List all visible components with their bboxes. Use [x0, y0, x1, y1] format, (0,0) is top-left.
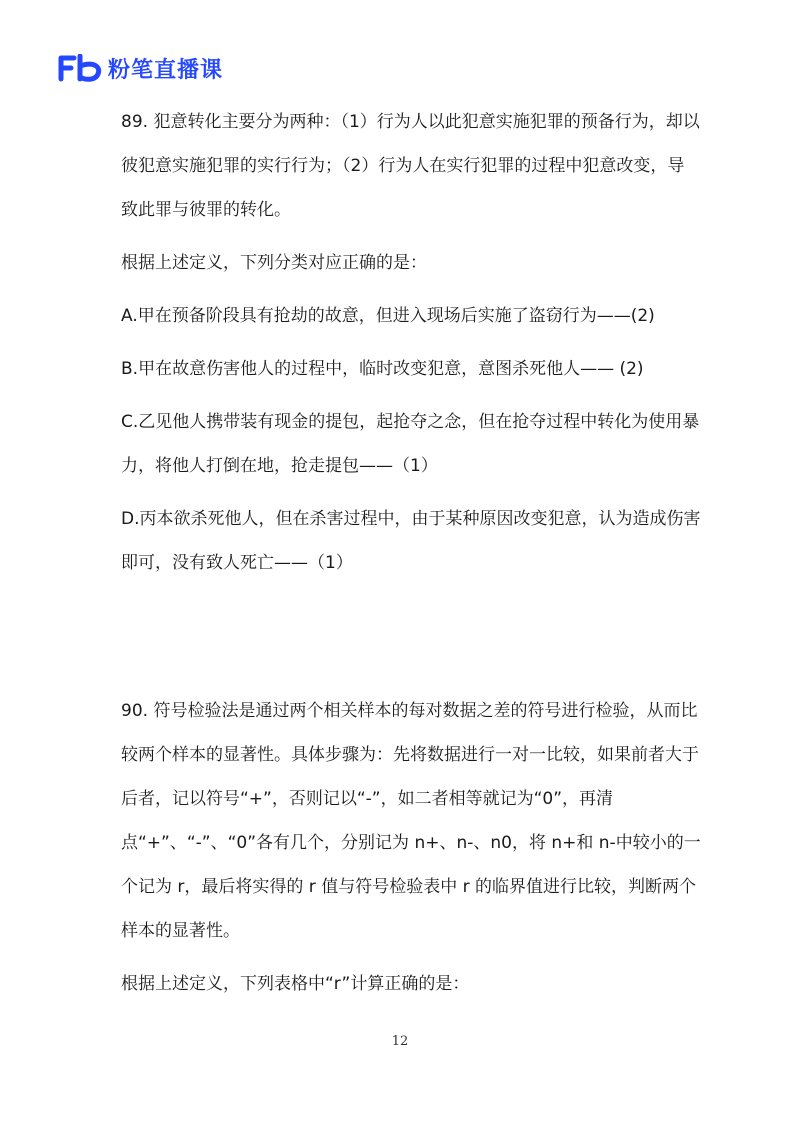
q90-prompt: 根据上述定义，下列表格中“r”计算正确的是： — [121, 974, 470, 994]
q89-prompt: 根据上述定义，下列分类对应正确的是： — [121, 253, 427, 273]
brand-header — [58, 52, 223, 84]
question-content — [121, 100, 701, 1006]
q89-stem: 89. 犯意转化主要分为两种：（1）行为人以此犯意实施犯罪的预备行为，却以彼犯意实施犯罪的实行行为；（2）行为人在实行犯罪的过程中犯意改变，导致此罪与彼罪的转化。 — [121, 112, 700, 220]
q89-option-c: C.乙见他人携带装有现金的提包，起抢夺之念，但在抢夺过程中转化为使用暴力，将他人打倒在地，抢走提包——（1） — [121, 412, 700, 476]
page-number: 12 — [391, 1034, 409, 1049]
q89-option-b: B.甲在故意伤害他人的过程中，临时改变犯意，意图杀死他人—— (2) — [121, 359, 644, 379]
q89-option-d: D.丙本欲杀死他人，但在杀害过程中，由于某种原因改变犯意，认为造成伤害即可，没有致人死亡——（1） — [121, 509, 701, 573]
q89-option-a: A.甲在预备阶段具有抢劫的故意，但进入现场后实施了盗窃行为——(2) — [121, 306, 655, 326]
brand-name: 粉笔直播课 — [108, 57, 224, 83]
q90-stem: 90. 符号检验法是通过两个相关样本的每对数据之差的符号进行检验，从而比较两个样本的显著性。具体步骤为：先将数据进行一对一比较，如果前者大于后者，记以符号“+”，否则记以“-”，如二者相等就记为“0”，再清点“+”、“-”、“0”各有几个，分别记为 n+、n-、n0，将 n+和 n-中较小的一个记为 r，最后将实得的 r 值与符号检验表中 r 的临界值进行比较，判断两个样本的显著性。 — [121, 701, 701, 941]
fb-logo-icon — [58, 54, 102, 82]
